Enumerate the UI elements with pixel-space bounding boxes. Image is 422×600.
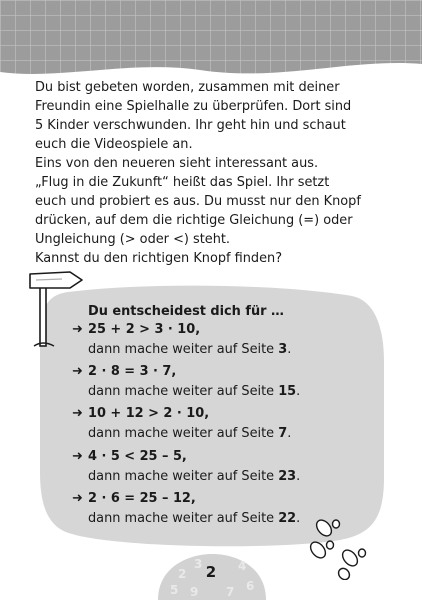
page-number: 2 — [205, 563, 217, 581]
watermark-digit: 2 — [178, 567, 187, 581]
choice-option-5[interactable] — [72, 489, 300, 529]
goto-prefix: dann mache weiter auf Seite — [88, 511, 275, 526]
option-goto: dann mache weiter auf Seite 22. — [88, 511, 301, 526]
story-line: euch und probiert es aus. Du musst nur den Knopf — [35, 194, 361, 209]
header-grid-band — [0, 0, 422, 84]
goto-prefix: dann mache weiter auf Seite — [88, 342, 275, 357]
target-page: 23 — [278, 469, 297, 484]
option-goto: dann mache weiter auf Seite 7. — [88, 426, 292, 441]
option-goto: dann mache weiter auf Seite 23. — [88, 469, 301, 484]
watermark-digit: 7 — [226, 585, 235, 599]
option-goto: dann mache weiter auf Seite 15. — [88, 384, 301, 399]
watermark-digit: 9 — [190, 585, 199, 599]
story-line: Kannst du den richtigen Knopf finden? — [35, 251, 283, 266]
goto-prefix: dann mache weiter auf Seite — [88, 426, 275, 441]
target-page: 7 — [278, 426, 288, 441]
option-expression: 2 · 6 = 25 – 12, — [88, 491, 196, 506]
goto-prefix: dann mache weiter auf Seite — [88, 384, 275, 399]
option-expression: 2 · 8 = 3 · 7, — [88, 364, 177, 379]
arrow-right-icon: ➜ — [72, 364, 83, 379]
arrow-right-icon: ➜ — [72, 322, 83, 337]
footprints-icon — [300, 518, 380, 580]
watermark-digit: 6 — [246, 579, 255, 593]
watermark-digit: 3 — [194, 557, 203, 571]
story-line: Du bist gebeten worden, zusammen mit deiner — [35, 80, 340, 95]
choice-option-2[interactable] — [72, 362, 300, 402]
watermark-digit: 4 — [238, 559, 247, 573]
arrow-right-icon: ➜ — [72, 406, 83, 421]
story-line: 5 Kinder verschwunden. Ihr geht hin und schaut — [35, 118, 346, 133]
choice-option-3[interactable] — [72, 404, 291, 444]
watermark-digit: 5 — [170, 583, 179, 597]
target-page: 22 — [278, 511, 297, 526]
arrow-right-icon: ➜ — [72, 491, 83, 506]
story-line: drücken, auf dem die richtige Gleichung (=) oder — [35, 213, 353, 228]
story-line: Freundin eine Spielhalle zu überprüfen. Dort sind — [35, 99, 352, 114]
target-page: 3 — [278, 342, 288, 357]
target-page: 15 — [278, 384, 297, 399]
option-expression: 4 · 5 < 25 – 5, — [88, 449, 187, 464]
choice-title: Du entscheidest dich für … — [88, 304, 284, 319]
option-expression: 10 + 12 > 2 · 10, — [88, 406, 210, 421]
story-line: euch die Videospiele an. — [35, 137, 193, 152]
story-text — [35, 78, 405, 268]
choice-option-1[interactable] — [72, 320, 291, 360]
story-line: „Flug in die Zukunft“ heißt das Spiel. Ihr setzt — [35, 175, 330, 190]
arrow-right-icon: ➜ — [72, 449, 83, 464]
story-line: Eins von den neueren sieht interessant aus. — [35, 156, 319, 171]
choice-option-4[interactable] — [72, 447, 300, 487]
option-expression: 25 + 2 > 3 · 10, — [88, 322, 201, 337]
goto-prefix: dann mache weiter auf Seite — [88, 469, 275, 484]
option-goto: dann mache weiter auf Seite 3. — [88, 342, 292, 357]
story-line: Ungleichung (> oder <) steht. — [35, 232, 231, 247]
